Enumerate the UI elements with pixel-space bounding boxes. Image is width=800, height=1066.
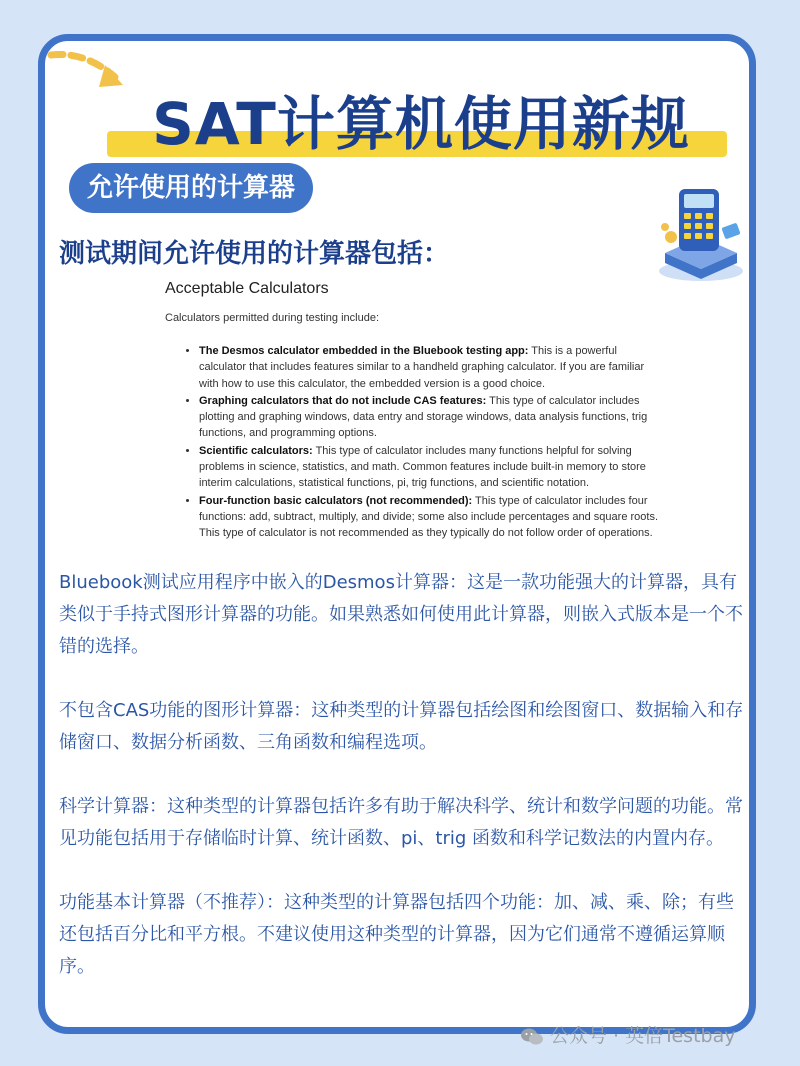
screenshot-heading: Acceptable Calculators <box>165 280 329 297</box>
item-title: Graphing calculators that do not include CAS features: <box>199 394 487 407</box>
section-tag: 允许使用的计算器 <box>69 163 313 213</box>
subheading: 测试期间允许使用的计算器包括： <box>59 239 450 269</box>
wechat-icon <box>520 1027 544 1047</box>
list-item <box>199 443 665 492</box>
item-text: This is a powerful calculator that includes features similar to a handheld graphing calculator. If you are familiar with how to use this calculator, the embedded version is a good choice. <box>199 345 645 390</box>
watermark <box>520 1021 735 1048</box>
title-block <box>101 85 741 165</box>
list-item <box>199 493 665 542</box>
item-text: This type of calculator includes many functions helpful for solving problems in science, statistics, and math. Common features include built-in memory to store interim calculations, statistical functions, pi, trig functions, and scientific notation. <box>199 444 646 490</box>
item-title: Scientific calculators: <box>199 444 313 457</box>
screenshot-intro: Calculators permitted during testing include: <box>165 312 380 324</box>
translation-text <box>59 567 749 1015</box>
paragraph: 科学计算器：这种类型的计算器包括许多有助于解决科学、统计和数学问题的功能。常见功能包括用于存储临时计算、统计函数、pi、trig 函数和科学记数法的内置内存。 <box>59 796 743 849</box>
paragraph: 功能基本计算器（不推荐）：这种类型的计算器包括四个功能：加、减、乘、除；有些还包括百分比和平方根。不建议使用这种类型的计算器，因为它们通常不遵循运算顺序。 <box>59 892 734 977</box>
acceptable-calculators-screenshot <box>157 277 657 567</box>
calculator-list <box>187 343 665 543</box>
item-title: The Desmos calculator embedded in the Bluebook testing app: <box>199 345 529 357</box>
calculator-illustration-icon <box>651 175 751 285</box>
paragraph: Bluebook测试应用程序中嵌入的Desmos计算器：这是一款功能强大的计算器，具有类似于手持式图形计算器的功能。如果熟悉如何使用此计算器，则嵌入式版本是一个不错的选择。 <box>59 572 743 657</box>
page-title: SAT计算机使用新规 <box>152 90 690 158</box>
content-card <box>38 34 756 1034</box>
list-item <box>199 343 665 392</box>
item-text: This type of calculator includes plotting and graphing windows, data entry and storage windows, data analysis functions, trig functions, and programming options. <box>199 394 648 440</box>
paragraph: 不包含CAS功能的图形计算器：这种类型的计算器包括绘图和绘图窗口、数据输入和存储窗口、数据分析函数、三角函数和编程选项。 <box>59 700 744 753</box>
item-text: This type of calculator includes four functions: add, subtract, multiply, and divide; some also include percentages and square roots. This type of calculator is not recommended as they typically do not follow order of operations. <box>199 494 659 540</box>
watermark-text: 公众号 · 英倍Testbay <box>550 1025 736 1047</box>
list-item <box>199 393 665 442</box>
item-title: Four-function basic calculators (not recommended): <box>199 494 473 507</box>
